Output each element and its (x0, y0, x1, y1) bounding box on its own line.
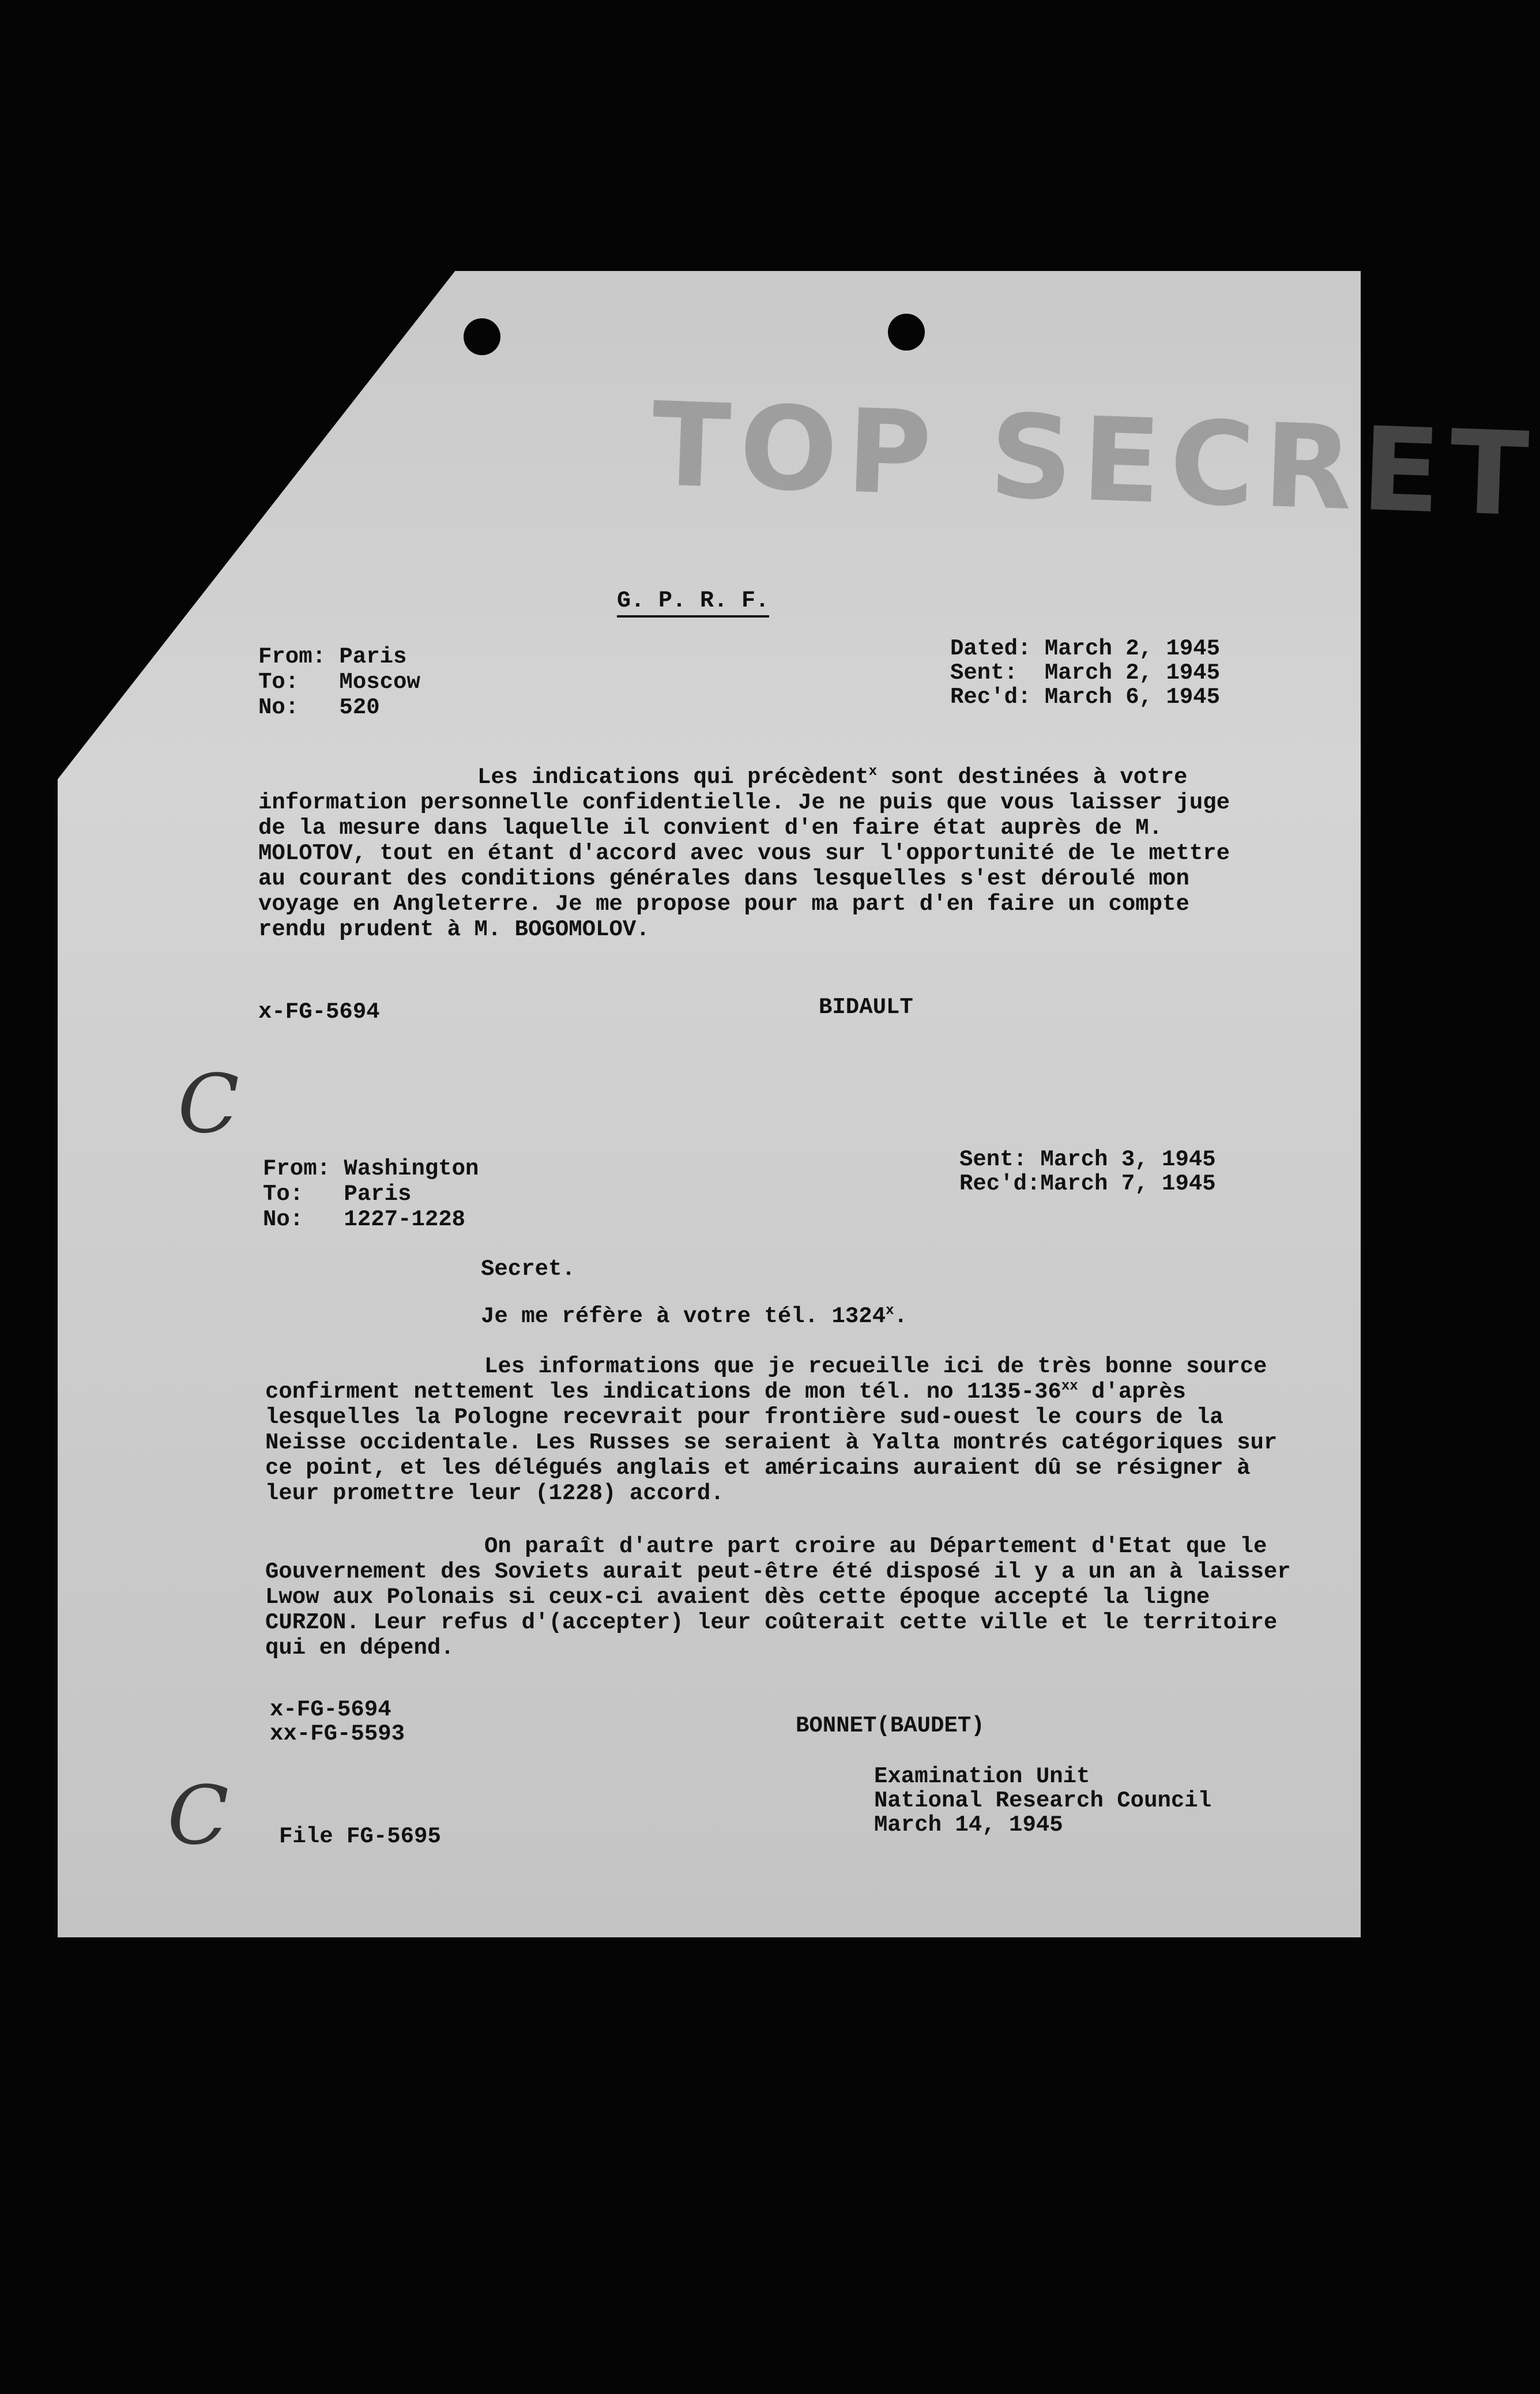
msg1-sent: Sent: March 2, 1945 (950, 660, 1221, 686)
msg2-to: To: Paris (263, 1181, 412, 1207)
msg2-sent: Sent: March 3, 1945 (959, 1147, 1216, 1172)
msg1-to: To: Moscow (258, 669, 420, 695)
msg2-signature: BONNET(BAUDET) (796, 1713, 985, 1738)
footer-council: National Research Council (874, 1788, 1212, 1813)
document-title: G. P. R. F. (617, 588, 769, 618)
msg1-body: Les indications qui précèdent$^x$ sont destinées à votre information personnelle confidentielle. Je ne puis que vous laisser juge de la mesure dans laquelle il convient d'en faire état auprès de M. MOLOTOV, tout en étant d'accord avec vous sur l'opportunité de le mettre au courant des conditions générales dans lesquelles s'est déroulé mon voyage en Angleterre. Je me propose pour ma part d'en faire un compte rendu prudent à M. BOGOMOLOV. (258, 764, 1230, 942)
msg1-signature: BIDAULT (819, 995, 913, 1020)
msg2-reference-line: Je me réfère à votre tél. 1324$^x$. (481, 1303, 908, 1329)
msg2-recd: Rec'd:March 7, 1945 (959, 1171, 1216, 1196)
msg1-dated: Dated: March 2, 1945 (950, 636, 1221, 661)
msg2-reference-1: x-FG-5694 (270, 1697, 391, 1722)
msg1-recd: Rec'd: March 6, 1945 (950, 684, 1221, 710)
file-number: File FG-5695 (279, 1824, 441, 1849)
msg1-no: No: 520 (258, 695, 380, 720)
punch-hole-right (888, 314, 925, 351)
handwritten-initial-1: C (178, 1057, 240, 1151)
msg1-reference: x-FG-5694 (258, 999, 380, 1025)
msg1-from: From: Paris (258, 644, 407, 669)
footer-unit: Examination Unit (874, 1764, 1090, 1789)
top-secret-stamp: TOP SECRET (649, 377, 1540, 543)
msg2-paragraph-2: On paraît d'autre part croire au Département d'Etat que le Gouvernement des Soviets aurait peut-être été disposé il y a un an à laisser Lwow aux Polonais si ceux-ci avaient dès cette époque accepté la ligne CURZON. Leur refus d'(accepter) leur coûterait cette ville et le territoire qui en dépend. (265, 1534, 1291, 1661)
msg2-paragraph-1: Les informations que je recueille ici de très bonne source confirment nettement les indications de mon tél. no 1135-36$^{xx}$ d'après lesquelles la Pologne recevrait pour frontière sud-ouest le cours de la Neisse occidentale. Les Russes se seraient à Yalta montrés catégoriques sur ce point, et les délégués anglais et américains auraient dû se résigner à leur promettre leur (1228) accord. (265, 1354, 1278, 1506)
punch-hole-left (464, 318, 500, 355)
msg2-classification: Secret. (481, 1256, 575, 1282)
msg2-reference-2: xx-FG-5593 (270, 1721, 405, 1746)
handwritten-initial-2: C (167, 1769, 229, 1863)
footer-date: March 14, 1945 (874, 1812, 1063, 1838)
msg2-from: From: Washington (263, 1156, 479, 1181)
msg2-no: No: 1227-1228 (263, 1207, 466, 1232)
